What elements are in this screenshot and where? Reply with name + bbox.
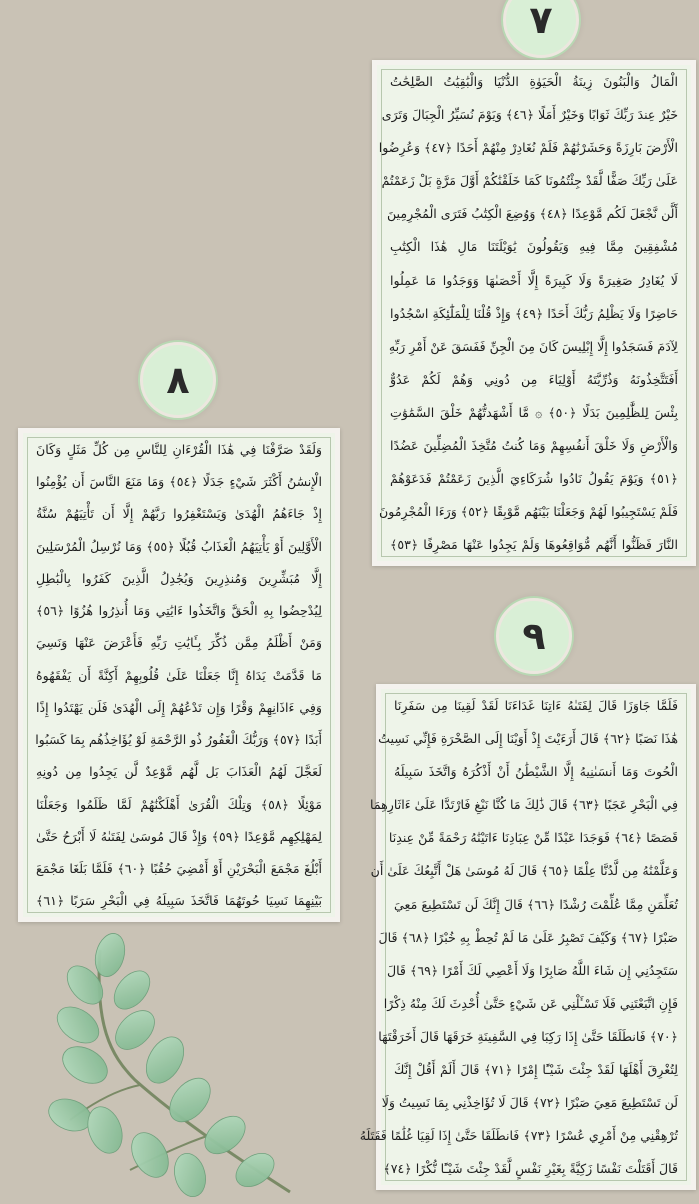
page-7-line: الْمَالُ وَالْبَنُونَ زِينَةُ الْحَيَوٰةِ الدُّنْيَا وَالْبَٰقِيَٰتُ الصَّٰلِحَٰتُ — [390, 74, 678, 89]
page-9-line: سَتَجِدُنِي إِن شَاءَ اللَّهُ صَابِرًا وَلَا أَعْصِي لَكَ أَمْرًا ﴿٦٩﴾ قَالَ — [386, 962, 678, 978]
page-8-line: وَمَنْ أَظْلَمُ مِمَّن ذُكِّرَ بِـَٔايَٰتِ رَبِّهِ فَأَعْرَضَ عَنْهَا وَنَسِيَ — [36, 635, 322, 651]
page-8-line: بَيْنِهِمَا نَسِيَا حُوتَهُمَا فَاتَّخَذَ سَبِيلَهُ فِي الْبَحْرِ سَرَبًا ﴿٦١﴾ — [36, 893, 322, 909]
page-number-badge-8 — [140, 342, 216, 418]
page-7-line: لَا يُغَادِرُ صَغِيرَةً وَلَا كَبِيرَةً إِلَّا أَحْصَىٰهَا وَوَجَدُوا مَا عَمِلُوا — [390, 272, 678, 288]
page-8-line: أَبَدًا ﴿٥٧﴾ وَرَبُّكَ الْغَفُورُ ذُو الرَّحْمَةِ لَوْ يُؤَاخِذُهُم بِمَا كَسَبُوا — [35, 732, 322, 748]
page-7-line: أَلَّن نَّجْعَلَ لَكُم مَّوْعِدًا ﴿٤٨﴾ وَوُضِعَ الْكِتَٰبُ فَتَرَى الْمُجْرِمِينَ — [386, 206, 678, 222]
page-9-line: لِتُغْرِقَ أَهْلَهَا لَقَدْ جِئْتَ شَيْـًٔا إِمْرًا ﴿٧١﴾ قَالَ أَلَمْ أَقُلْ إِنَّكَ — [394, 1062, 679, 1078]
page-7-line: مُشْفِقِينَ مِمَّا فِيهِ وَيَقُولُونَ يَٰوَيْلَتَنَا مَالِ هَٰذَا الْكِتَٰبِ — [390, 239, 678, 255]
page-7-text-frame — [378, 69, 687, 557]
page-8-line: إِلَّا مُبَشِّرِينَ وَمُنذِرِينَ وَيُجَٰدِلُ الَّذِينَ كَفَرُوا بِالْبَٰطِلِ — [36, 570, 322, 586]
page-8-line: لِيُدْحِضُوا بِهِ الْحَقَّ وَاتَّخَذُوا ءَايَٰتِي وَمَا أُنذِرُوا هُزُوًا ﴿٥٦﴾ — [36, 603, 322, 619]
page-7-line: الْأَرْضَ بَارِزَةً وَحَشَرْنَٰهُمْ فَلَمْ نُغَادِرْ مِنْهُمْ أَحَدًا ﴿٤٧﴾ وَعُرِضُوا — [378, 140, 678, 156]
page-7-line: لِآدَمَ فَسَجَدُوا إِلَّا إِبْلِيسَ كَانَ مِنَ الْجِنِّ فَفَسَقَ عَنْ أَمْرِ رَبِّهِ — [388, 338, 678, 354]
page-8-line: لِمَهْلِكِهِم مَّوْعِدًا ﴿٥٩﴾ وَإِذْ قَالَ مُوسَىٰ لِفَتَىٰهُ لَا أَبْرَحُ حَتَّىٰ — [36, 828, 322, 844]
page-9-line: وَعَلَّمْنَٰهُ مِن لَّدُنَّا عِلْمًا ﴿٦٥﴾ قَالَ لَهُ مُوسَىٰ هَلْ أَتَّبِعُكَ عَلَىٰ أَن — [370, 863, 678, 879]
page-8-line: مَا قَدَّمَتْ يَدَاهُ إِنَّا جَعَلْنَا عَلَىٰ قُلُوبِهِمْ أَكِنَّةً أَن يَفْقَهُوهُ — [36, 667, 322, 683]
page-8-line: مَوْئِلًا ﴿٥٨﴾ وَتِلْكَ الْقُرَىٰ أَهْلَكْنَٰهُمْ لَمَّا ظَلَمُوا وَجَعَلْنَا — [36, 796, 323, 812]
page-9-line: لَن تَسْتَطِيعَ مَعِيَ صَبْرًا ﴿٧٢﴾ قَالَ لَا تُؤَاخِذْنِي بِمَا نَسِيتُ وَلَا — [381, 1095, 678, 1111]
page-7-line: ﴿٥١﴾ وَيَوْمَ يَقُولُ نَادُوا شُرَكَاءِيَ الَّذِينَ زَعَمْتُمْ فَدَعَوْهُمْ — [390, 471, 678, 487]
eucalyptus-branch-decoration — [40, 930, 300, 1200]
page-9-line: الْحُوتَ وَمَا أَنسَىٰنِيهُ إِلَّا الشَّيْطَٰنُ أَنْ أَذْكُرَهُ وَاتَّخَذَ سَبِيلَهُ — [394, 764, 678, 780]
page-8-line: أَبْلُغَ مَجْمَعَ الْبَحْرَيْنِ أَوْ أَمْضِيَ حُقُبًا ﴿٦٠﴾ فَلَمَّا بَلَغَا مَجْمَعَ — [36, 861, 322, 877]
page-9-line: تُرْهِقْنِي مِنْ أَمْرِي عُسْرًا ﴿٧٣﴾ فَانطَلَقَا حَتَّىٰ إِذَا لَقِيَا غُلَٰمًا فَقَتَلَهُ — [359, 1128, 678, 1144]
page-number-7: ٧ — [529, 0, 553, 42]
page-8-line: الْأَوَّلِينَ أَوْ يَأْتِيَهُمُ الْعَذَابُ قُبُلًا ﴿٥٥﴾ وَمَا نُرْسِلُ الْمُرْسَلِينَ — [36, 538, 322, 554]
page-number-badge-9 — [496, 598, 572, 674]
leaf-branch-icon — [40, 930, 300, 1200]
page-7-line: بِئْسَ لِلظَّٰلِمِينَ بَدَلًا ﴿٥٠﴾ ۞ مَّا أَشْهَدتُّهُمْ خَلْقَ السَّمَٰوَٰتِ — [390, 404, 678, 420]
page-7-line: حَاضِرًا وَلَا يَظْلِمُ رَبُّكَ أَحَدًا ﴿٤٩﴾ وَإِذْ قُلْنَا لِلْمَلَٰٓئِكَةِ اسْجُدُوا — [390, 305, 678, 321]
quran-page-7 — [372, 60, 696, 566]
page-number-8: ٨ — [166, 358, 190, 402]
page-8-line: وَفِي ءَاذَانِهِمْ وَقْرًا وَإِن تَدْعُهُمْ إِلَى الْهُدَىٰ فَلَن يَهْتَدُوا إِذًا — [36, 699, 322, 715]
page-7-line: خَيْرٌ عِندَ رَبِّكَ ثَوَابًا وَخَيْرٌ أَمَلًا ﴿٤٦﴾ وَيَوْمَ نُسَيِّرُ الْجِبَالَ وَتَرَى — [381, 107, 678, 123]
page-8-text-frame — [27, 437, 331, 913]
page-9-line: فِي الْبَحْرِ عَجَبًا ﴿٦٣﴾ قَالَ ذَٰلِكَ مَا كُنَّا نَبْغِ فَارْتَدَّا عَلَىٰ ءَاثَارِهِمَا — [370, 797, 678, 813]
page-8-line: وَلَقَدْ صَرَّفْنَا فِي هَٰذَا الْقُرْءَانِ لِلنَّاسِ مِن كُلِّ مَثَلٍ وَكَانَ — [36, 442, 322, 457]
page-9-line: قَصَصًا ﴿٦٤﴾ فَوَجَدَا عَبْدًا مِّنْ عِبَادِنَا ءَاتَيْنَٰهُ رَحْمَةً مِّنْ عِندِنَا — [388, 830, 678, 846]
page-9-line: فَإِنِ اتَّبَعْتَنِي فَلَا تَسْـَٔلْنِي عَن شَيْءٍ حَتَّىٰ أُحْدِثَ لَكَ مِنْهُ ذِكْرًا — [383, 995, 678, 1011]
quran-page-8 — [18, 428, 340, 922]
page-7-line: فَلَمْ يَسْتَجِيبُوا لَهُمْ وَجَعَلْنَا بَيْنَهُم مَّوْبِقًا ﴿٥٢﴾ وَرَءَا الْمُجْرِمُونَ — [379, 504, 678, 520]
page-7-line: النَّارَ فَظَنُّوا أَنَّهُم مُّوَاقِعُوهَا وَلَمْ يَجِدُوا عَنْهَا مَصْرِفًا ﴿٥٣﴾ — [390, 537, 678, 553]
page-number-badge-7 — [503, 0, 579, 58]
quran-page-9 — [359, 684, 696, 1190]
page-9-text-frame — [359, 693, 687, 1181]
page-9-line: فَلَمَّا جَاوَزَا قَالَ لِفَتَىٰهُ ءَاتِنَا غَدَاءَنَا لَقَدْ لَقِينَا مِن سَفَرِنَا — [394, 698, 678, 713]
page-7-line: عَلَىٰ رَبِّكَ صَفًّا لَّقَدْ جِئْتُمُونَا كَمَا خَلَقْنَٰكُمْ أَوَّلَ مَرَّةٍ بَلْ زَعَمْتُمْ — [381, 173, 678, 189]
page-8-line: إِذْ جَاءَهُمُ الْهُدَىٰ وَيَسْتَغْفِرُوا رَبَّهُمْ إِلَّا أَن تَأْتِيَهُمْ سُنَّةُ — [36, 506, 322, 522]
page-number-9: ٩ — [522, 614, 546, 658]
page-9-line: ﴿٧٠﴾ فَانطَلَقَا حَتَّىٰ إِذَا رَكِبَا فِي السَّفِينَةِ خَرَقَهَا قَالَ أَخَرَقْتَهَا — [378, 1028, 678, 1044]
page-9-line: تُعَلِّمَنِ مِمَّا عُلِّمْتَ رُشْدًا ﴿٦٦﴾ قَالَ إِنَّكَ لَن تَسْتَطِيعَ مَعِيَ — [394, 896, 679, 912]
page-8-line: الْإِنسَٰنُ أَكْثَرَ شَيْءٍ جَدَلًا ﴿٥٤﴾ وَمَا مَنَعَ النَّاسَ أَن يُؤْمِنُوا — [36, 474, 322, 490]
page-7-line: أَفَتَتَّخِذُونَهُ وَذُرِّيَّتَهُ أَوْلِيَاءَ مِن دُونِي وَهُمْ لَكُمْ عَدُوٌّ — [390, 371, 678, 387]
page-9-line: قَالَ أَقَتَلْتَ نَفْسًا زَكِيَّةً بِغَيْرِ نَفْسٍ لَّقَدْ جِئْتَ شَيْـًٔا نُّكْرًا ﴿٧٤﴾ — [383, 1161, 678, 1177]
page-9-line: هَٰذَا نَصَبًا ﴿٦٢﴾ قَالَ أَرَءَيْتَ إِذْ أَوَيْنَا إِلَى الصَّخْرَةِ فَإِنِّي نَسِيتُ — [378, 731, 678, 747]
page-9-line: صَبْرًا ﴿٦٧﴾ وَكَيْفَ تَصْبِرُ عَلَىٰ مَا لَمْ تُحِطْ بِهِ خُبْرًا ﴿٦٨﴾ قَالَ — [378, 929, 678, 945]
page-7-line: وَالْأَرْضِ وَلَا خَلْقَ أَنفُسِهِمْ وَمَا كُنتُ مُتَّخِذَ الْمُضِلِّينَ عَضُدًا — [390, 438, 678, 454]
page-8-line: لَعَجَّلَ لَهُمُ الْعَذَابَ بَل لَّهُم مَّوْعِدٌ لَّن يَجِدُوا مِن دُونِهِ — [36, 764, 322, 780]
